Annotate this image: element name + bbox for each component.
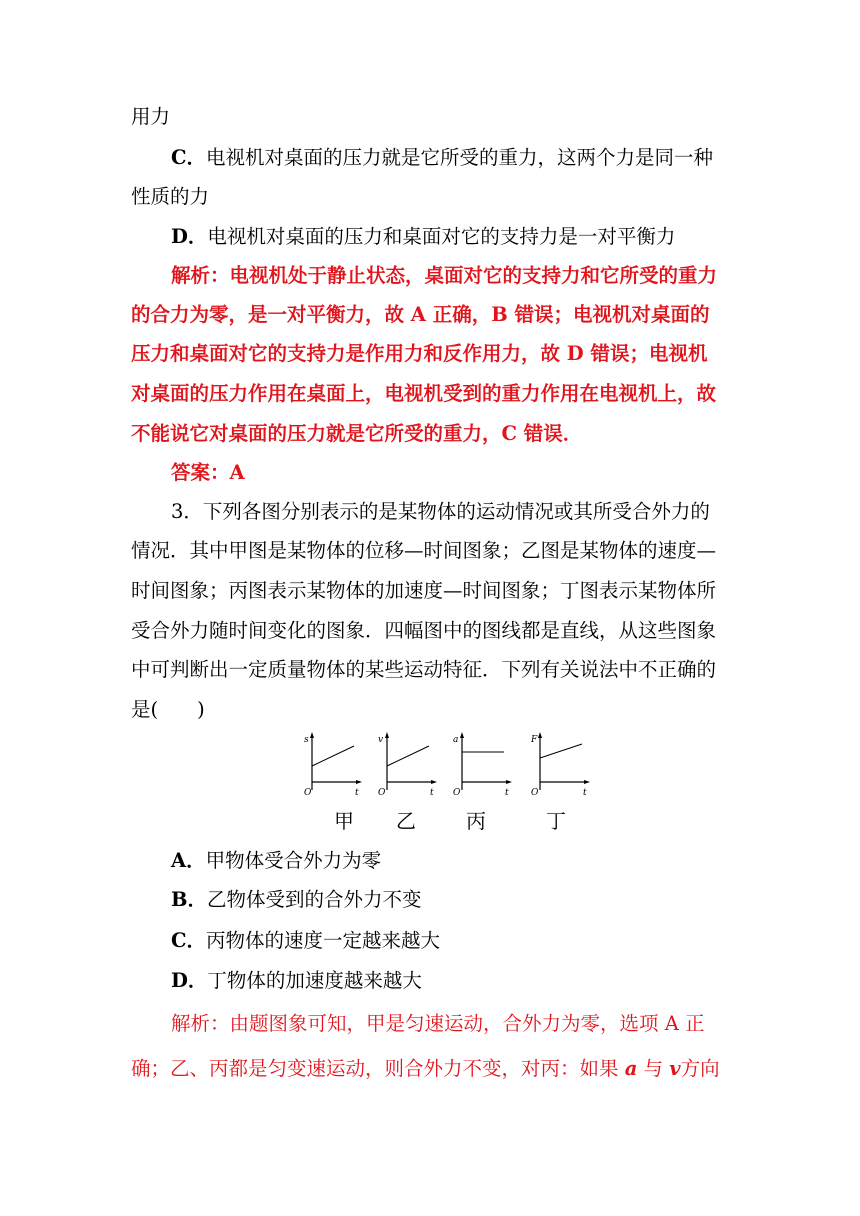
analysis-2-line: 解析：由题图象可知，甲是匀速运动，合外力为零，选项 A 正: [171, 1012, 705, 1035]
x-arrow: [506, 780, 512, 784]
question-3-line: 情况．其中甲图是某物体的位移—时间图象；乙图是某物体的速度—: [131, 539, 717, 562]
answer: 答案：A: [171, 461, 245, 484]
text-line: 用力: [131, 105, 171, 128]
option-a: A．甲物体受合外力为零: [171, 849, 382, 872]
option-c: C．丙物体的速度一定越来越大: [171, 929, 441, 952]
x-arrow: [356, 780, 362, 784]
x-arrow: [431, 780, 437, 784]
analysis-1-line: 不能说它对桌面的压力就是它所受的重力，C 错误．: [131, 422, 583, 445]
x-arrow: [584, 780, 590, 784]
origin-label: O: [304, 788, 312, 798]
x-label: t: [430, 788, 434, 798]
question-3-line: 中可判断出一定质量物体的某些运动特征．下列有关说法中不正确的: [131, 658, 717, 681]
y-label: F: [531, 735, 538, 745]
y-label: v: [378, 735, 384, 745]
graph-line: [540, 744, 582, 758]
text-line: 性质的力: [131, 185, 210, 208]
graph-caption-bing: 丙: [466, 809, 486, 833]
x-label: t: [583, 788, 587, 798]
y-arrow: [538, 732, 542, 738]
option-d: D．丁物体的加速度越来越大: [171, 969, 422, 992]
y-arrow: [460, 732, 464, 738]
graph-caption-ding: 丁: [546, 809, 566, 833]
graph-line: [387, 746, 429, 766]
origin-label: O: [378, 788, 386, 798]
question-3-line: 是( ): [131, 698, 205, 721]
y-label: s: [304, 735, 309, 745]
question-3-line: 3．下列各图分别表示的是某物体的运动情况或其所受合外力的: [171, 500, 710, 523]
graph-ding: [528, 728, 588, 798]
analysis-1-line: 的合力为零，是一对平衡力，故 A 正确，B 错误；电视机对桌面的: [131, 303, 710, 326]
analysis-1-line: 对桌面的压力作用在桌面上，电视机受到的重力作用在电视机上，故: [131, 382, 717, 405]
y-label: a: [453, 735, 459, 745]
graph-line: [312, 746, 354, 766]
graph-bing: [450, 728, 510, 798]
x-label: t: [505, 788, 509, 798]
x-label: t: [355, 788, 359, 798]
question-3-line: 受合外力随时间变化的图象．四幅图中的图线都是直线，从这些图象: [131, 619, 717, 642]
y-arrow: [310, 732, 314, 738]
graph-caption-yi: 乙: [396, 809, 416, 833]
option-c: C．电视机对桌面的压力就是它所受的重力，这两个力是同一种: [171, 146, 714, 169]
origin-label: O: [531, 788, 539, 798]
question-3-line: 时间图象；丙图表示某物体的加速度—时间图象；丁图表示某物体所: [131, 579, 717, 602]
graph-caption-jia: 甲: [334, 809, 354, 833]
option-b: B．乙物体受到的合外力不变: [171, 888, 422, 911]
analysis-1-line: 压力和桌面对它的支持力是作用力和反作用力，故 D 错误；电视机: [131, 342, 708, 365]
origin-label: O: [453, 788, 461, 798]
analysis-1-line: 解析：电视机处于静止状态，桌面对它的支持力和它所受的重力: [171, 264, 718, 287]
graph-jia: [300, 728, 360, 798]
analysis-2-line: 确；乙、丙都是匀变速运动，则合外力不变，对丙：如果 a 与 v方向: [131, 1057, 720, 1080]
option-d: D．电视机对桌面的压力和桌面对它的支持力是一对平衡力: [171, 225, 676, 248]
y-arrow: [385, 732, 389, 738]
graph-yi: [375, 728, 435, 798]
